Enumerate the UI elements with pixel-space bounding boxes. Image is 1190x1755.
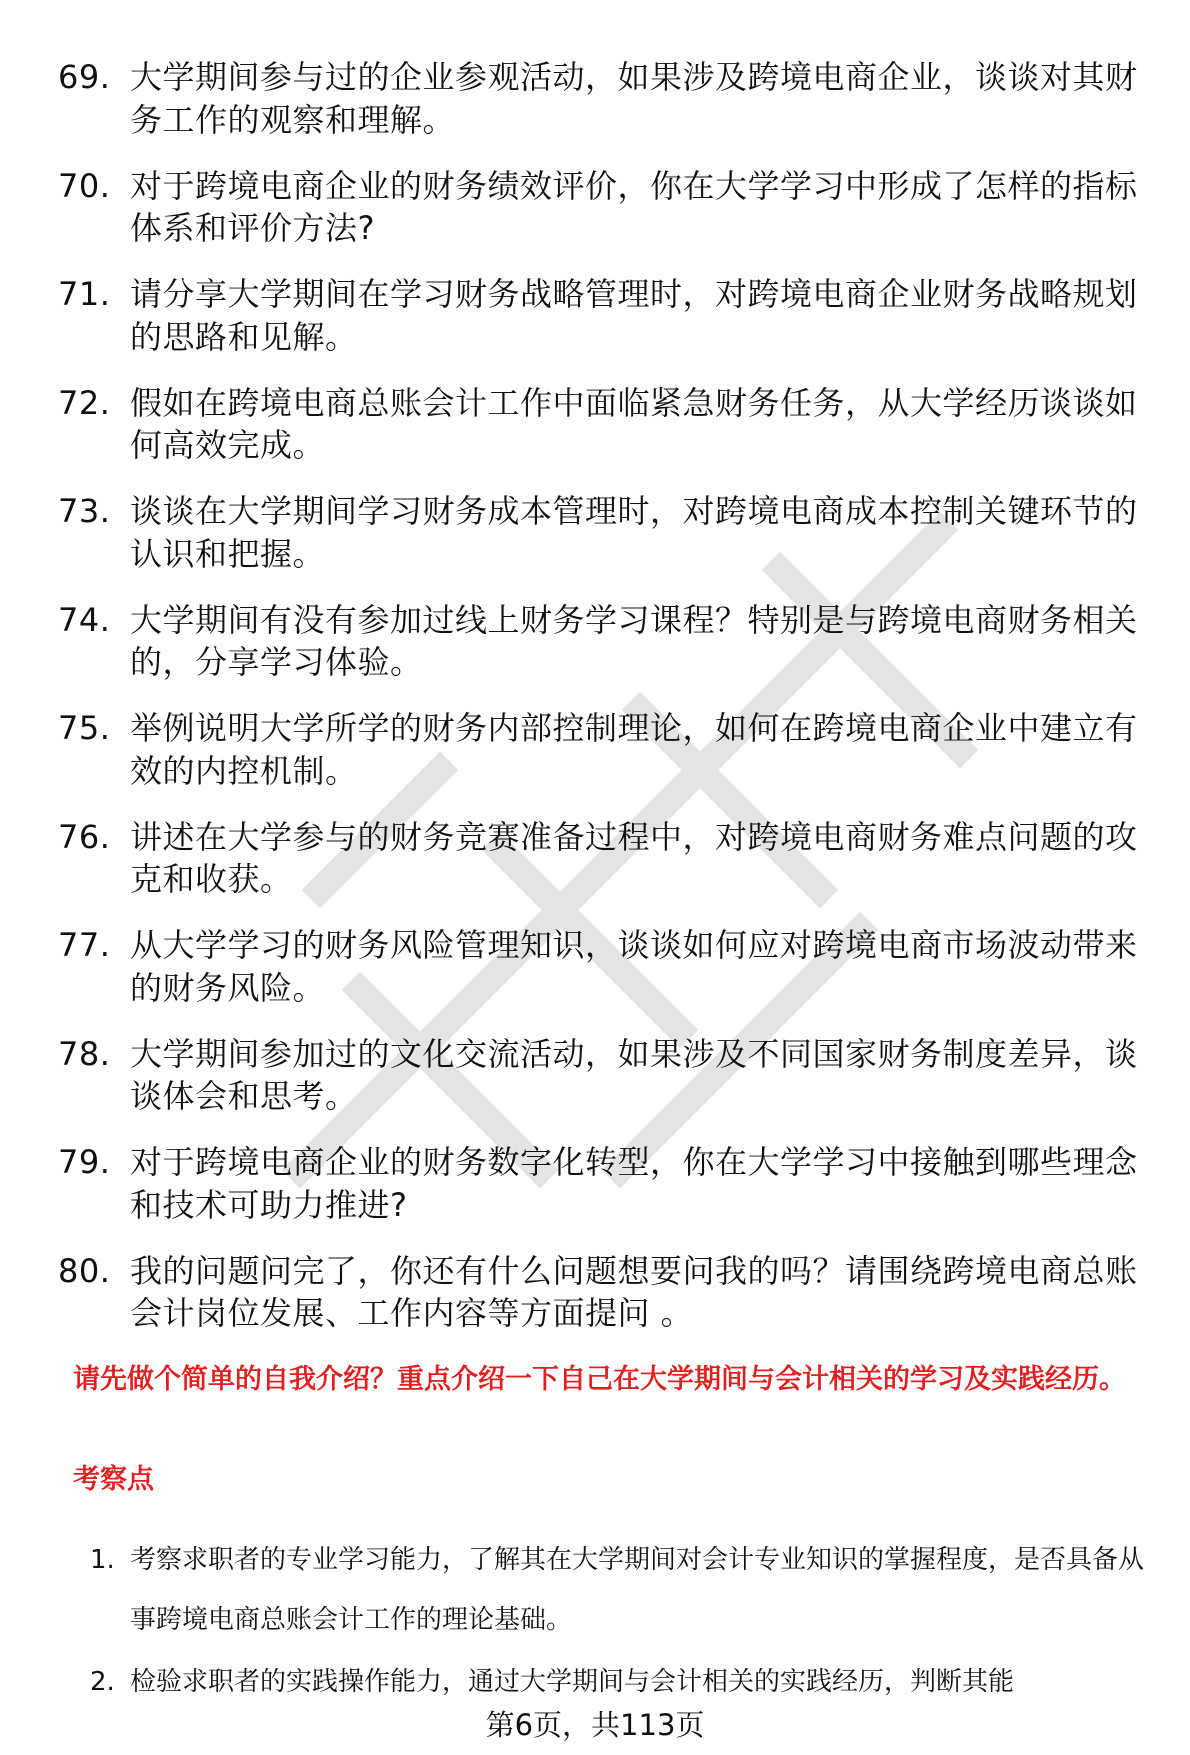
question-item [58,165,1148,250]
question-number: 70. [58,166,111,205]
question-text: 对于跨境电商企业的财务绩效评价，你在大学学习中形成了怎样的指标体系和评价方法? [130,166,1138,247]
points-list [90,1530,1150,1714]
question-item [58,707,1148,792]
question-text: 大学期间参加过的文化交流活动，如果涉及不同国家财务制度差异，谈谈体会和思考。 [130,1034,1138,1115]
point-number: 2. [90,1667,115,1697]
question-item [58,490,1148,575]
page-footer: 第6页，共113页 [485,1708,705,1742]
question-number: 74. [58,600,111,639]
question-text: 大学期间有没有参加过线上财务学习课程？特别是与跨境电商财务相关的，分享学习体验。 [130,600,1138,681]
question-text: 举例说明大学所学的财务内部控制理论，如何在跨境电商企业中建立有效的内控机制。 [130,709,1138,790]
question-number: 78. [58,1034,111,1073]
question-item [58,273,1148,358]
question-number: 76. [58,817,111,856]
question-number: 77. [58,926,111,964]
question-text: 请分享大学期间在学习财务战略管理时，对跨境电商企业财务战略规划的思路和见解。 [130,275,1138,356]
question-number: 73. [58,492,111,530]
point-number: 1. [90,1545,115,1575]
question-item [58,599,1148,684]
question-list [58,56,1148,1358]
question-number: 69. [58,58,111,96]
point-item [90,1652,1150,1712]
point-text: 检验求职者的实践操作能力，通过大学期间与会计相关的实践经历，判断其能 [130,1667,1015,1697]
question-text: 从大学学习的财务风险管理知识，谈谈如何应对跨境电商市场波动带来的财务风险。 [130,926,1138,1007]
question-item [58,1250,1148,1335]
question-item [58,1033,1148,1118]
question-item [58,1141,1148,1226]
question-number: 71. [58,275,111,313]
question-number: 72. [58,383,111,422]
question-text: 假如在跨境电商总账会计工作中面临紧急财务任务，从大学经历谈谈如何高效完成。 [130,383,1138,464]
points-title: 考察点 [73,1464,154,1495]
question-item [58,382,1148,467]
question-number: 80. [58,1251,111,1290]
section-heading: 请先做个简单的自我介绍？重点介绍一下自己在大学期间与会计相关的学习及实践经历。 [73,1364,1126,1395]
question-number: 79. [58,1143,111,1181]
question-item [58,924,1148,1009]
question-number: 75. [58,709,111,747]
question-text: 对于跨境电商企业的财务数字化转型，你在大学学习中接触到哪些理念和技术可助力推进? [130,1143,1138,1224]
question-item [58,56,1148,141]
question-text: 讲述在大学参与的财务竞赛准备过程中，对跨境电商财务难点问题的攻克和收获。 [130,817,1138,898]
question-text: 谈谈在大学期间学习财务成本管理时，对跨境电商成本控制关键环节的认识和把握。 [130,492,1138,573]
point-item [90,1530,1150,1650]
point-text: 考察求职者的专业学习能力，了解其在大学期间对会计专业知识的掌握程度，是否具备从事跨境电商总账会计工作的理论基础。 [130,1545,1145,1635]
question-text: 我的问题问完了，你还有什么问题想要问我的吗？请围绕跨境电商总账会计岗位发展、工作内容等方面提问 。 [130,1251,1138,1332]
question-item [58,816,1148,901]
question-text: 大学期间参与过的企业参观活动，如果涉及跨境电商企业，谈谈对其财务工作的观察和理解。 [130,58,1138,139]
